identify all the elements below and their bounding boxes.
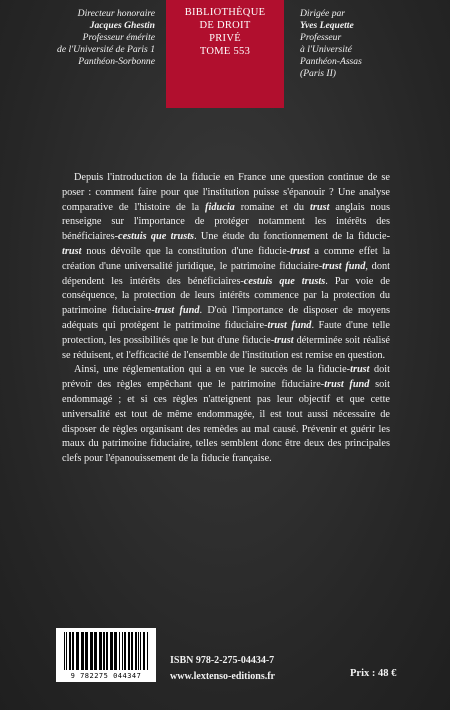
honorary-director-name: Jacques Ghestin	[89, 20, 155, 31]
honorary-director-block	[20, 8, 155, 68]
series-line-1: BIBLIOTHÈQUE	[184, 7, 266, 18]
barcode-bar	[119, 632, 120, 670]
emphasized-term: cestuis que trusts	[243, 275, 326, 287]
barcode-bar	[124, 632, 126, 670]
barcode-bar	[131, 632, 133, 670]
barcode	[56, 628, 156, 682]
price: Prix : 48 €	[350, 668, 397, 679]
text-run: Ainsi, une réglementation qui a en vue le succès de la fiducie-	[74, 364, 351, 376]
barcode-bar	[135, 632, 137, 670]
barcode-bar	[143, 632, 145, 670]
series-director-university: Panthéon-Assas	[300, 56, 362, 67]
barcode-bar	[114, 632, 117, 670]
text-run: . Par voie de conséquence, la protection de leurs intérêts commence par la protection du patrimoine fiduciaire-	[62, 275, 390, 317]
text-run: Depuis l'introduction de la fiducie en France une question continue de se poser : comment faire pour que l'institution puisse s'épanouir ? Une analyse comparative de l'histoire de la	[62, 172, 390, 213]
barcode-bar	[140, 632, 141, 670]
summary-paragraph-2	[62, 363, 390, 467]
series-line-3: PRIVÉ	[209, 33, 241, 44]
text-run: . Faute d'une telle protection, les possibilités que le but d'une fiducie-	[62, 319, 390, 346]
isbn: ISBN 978-2-275-04434-7	[170, 655, 275, 666]
honorary-director-university: de l'Université de Paris 1	[57, 44, 155, 55]
barcode-bar	[69, 632, 71, 670]
honorary-director-title: Directeur honoraire	[77, 8, 155, 19]
barcode-bar	[72, 632, 74, 670]
barcode-bars	[62, 632, 150, 670]
barcode-bar	[76, 632, 79, 670]
text-run: romaine et du	[234, 201, 311, 213]
emphasized-term: fiducia	[205, 201, 235, 213]
barcode-digits: 9 782275 044347	[70, 672, 142, 680]
barcode-bar	[103, 632, 105, 670]
barcode-bar	[106, 632, 108, 670]
series-line-2: DE DROIT	[199, 20, 251, 31]
text-run: anglais nous renseigne sur l'importance de protéger notamment les intérêts des bénéficiaires-	[62, 201, 390, 243]
series-director-university-prefix: à l'Université	[300, 44, 352, 55]
barcode-bar	[90, 632, 93, 670]
honorary-director-role: Professeur émérite	[82, 32, 155, 43]
barcode-bar	[147, 632, 148, 670]
summary-paragraph-1	[62, 171, 390, 363]
barcode-bar	[66, 632, 67, 670]
emphasized-term: trust fund	[324, 379, 370, 391]
emphasized-term: trust fund	[322, 260, 366, 272]
text-run: soit endommagé ; et si ces règles n'atteignent pas leur objectif et que cette universalité est tout de même endommagée, il est tout aussi nécessaire de disposer de règles organisant des remèdes au mal causé. Prévenir et guérir les maux du patrimoine fiduciaire, telles semblent donc être deux des principales clefs pour l'épanouissement de la fiducie française.	[62, 379, 390, 465]
publisher-website: www.lextenso-editions.fr	[170, 671, 275, 682]
series-director-name: Yves Lequette	[300, 20, 354, 31]
text-run: déterminée soit réalisé se réduisent, et l'efficacité de l'ensemble de l'institution est remise en question.	[62, 334, 390, 361]
text-run: doit prévoir des règles empêchant que le patrimoine fiduciaire-	[62, 364, 390, 391]
series-director-city: (Paris II)	[300, 68, 336, 79]
barcode-bar	[94, 632, 97, 670]
series-volume: TOME 553	[199, 46, 251, 57]
text-run: , dont dépendent les intérêts des bénéficiaires-	[62, 260, 390, 287]
barcode-bar	[138, 632, 139, 670]
text-run: a comme effet la création d'une universalité juridique, le patrimoine fiduciaire-	[62, 245, 391, 272]
barcode-bar	[64, 632, 65, 670]
text-run: . Une étude du fonctionnement de la fiducie-	[194, 231, 390, 243]
emphasized-term: trust	[350, 364, 370, 376]
emphasized-term: trust	[310, 201, 330, 213]
emphasized-term: trust fund	[154, 305, 200, 317]
emphasized-term: cestuis que trusts	[118, 231, 195, 243]
series-director-role: Professeur	[300, 32, 342, 43]
honorary-director-campus: Panthéon-Sorbonne	[78, 56, 155, 67]
barcode-bar	[110, 632, 113, 670]
emphasized-term: trust fund	[267, 319, 312, 331]
barcode-bar	[122, 632, 123, 670]
summary-text	[62, 171, 390, 467]
series-director-title: Dirigée par	[300, 8, 346, 19]
text-run: nous dévoile que la constitution d'une fiducie-	[81, 245, 291, 257]
barcode-bar	[85, 632, 88, 670]
emphasized-term: trust	[290, 245, 310, 257]
series-director-block	[300, 8, 440, 80]
text-run: . D'où l'importance de disposer de moyens adéquats qui protègent le patrimoine fiduciaire-	[62, 305, 390, 331]
barcode-bar	[99, 632, 102, 670]
barcode-bar	[81, 632, 84, 670]
series-label-box	[166, 0, 284, 108]
barcode-bar	[128, 632, 130, 670]
emphasized-term: trust	[62, 245, 82, 257]
emphasized-term: trust	[274, 334, 294, 346]
